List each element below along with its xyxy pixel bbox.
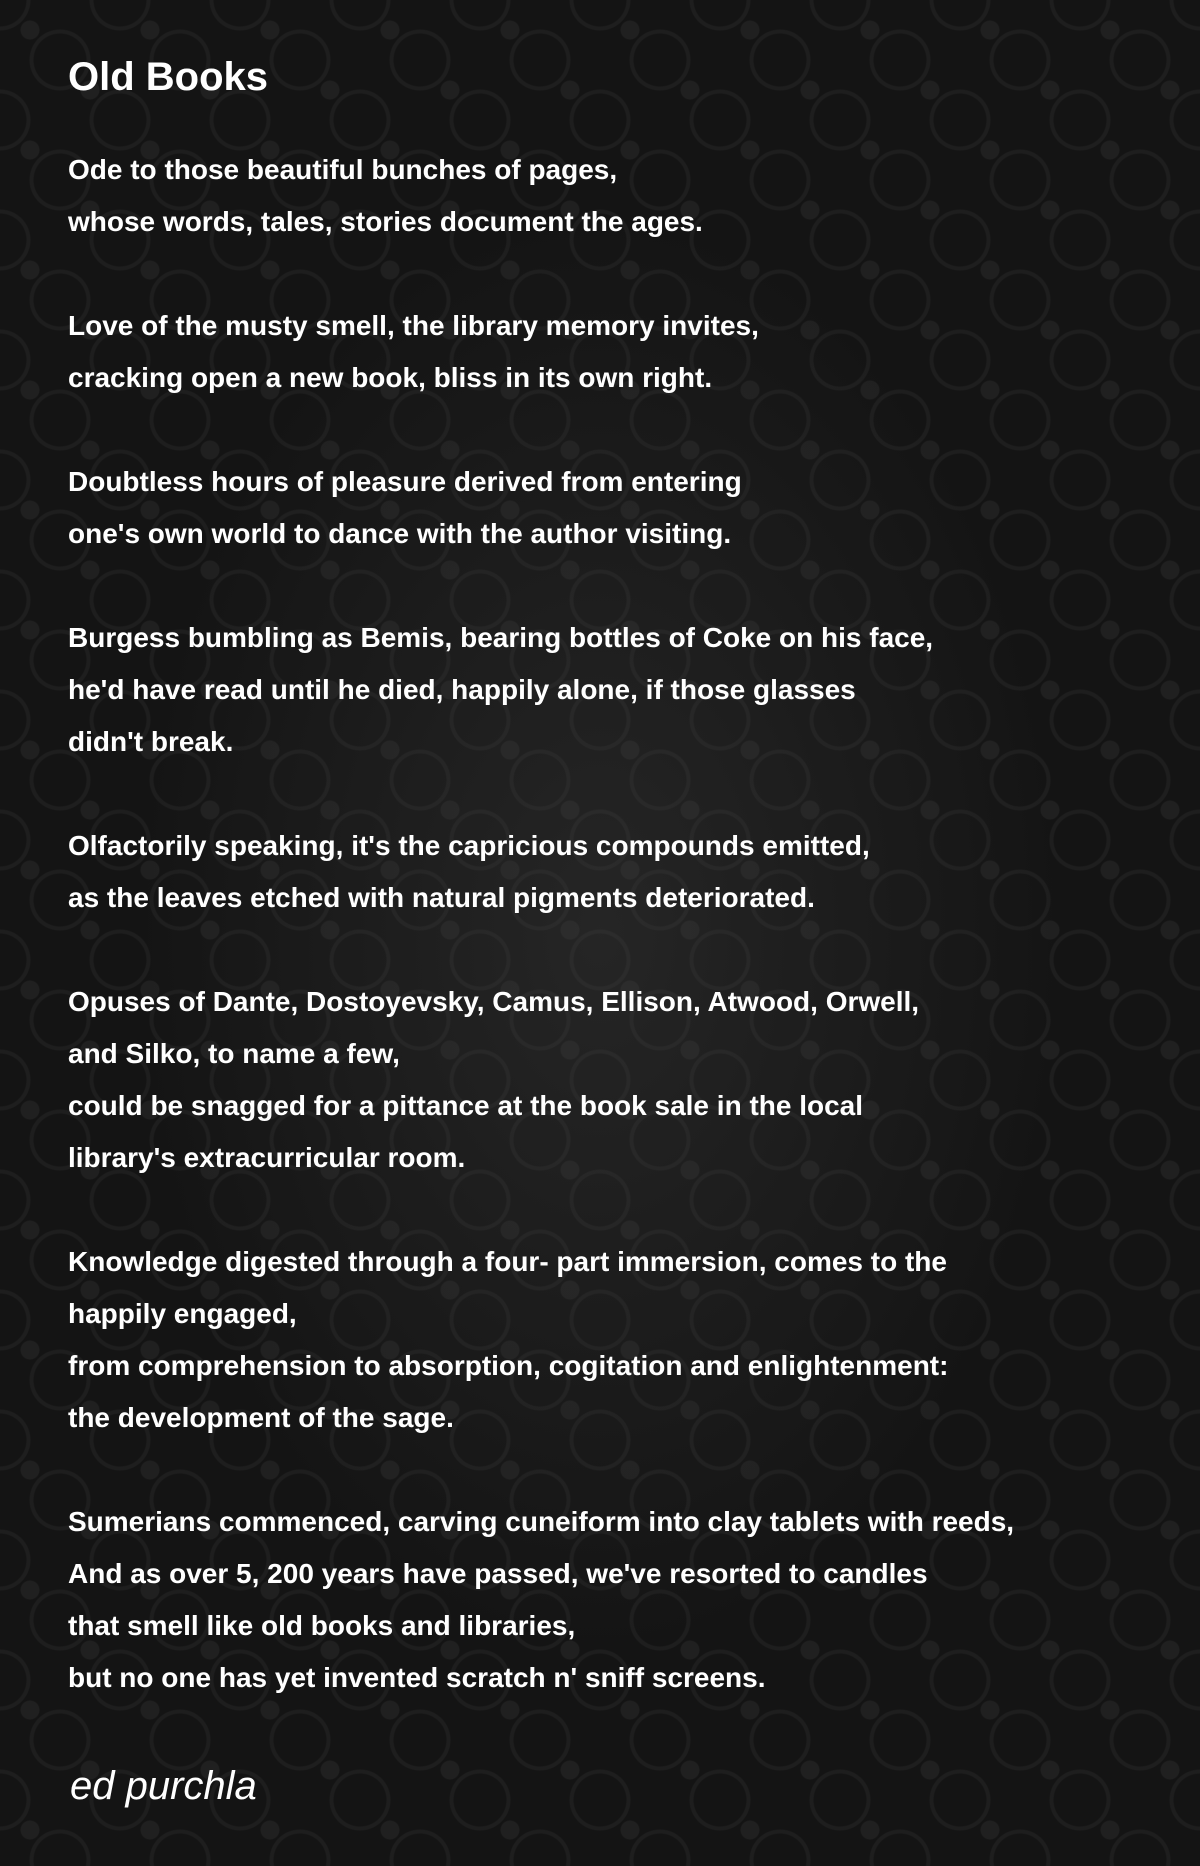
poem-line: Love of the musty smell, the library memory invites, xyxy=(68,310,759,341)
poem-stanza xyxy=(68,144,1178,248)
poem-card xyxy=(68,50,1178,1756)
poem-line: from comprehension to absorption, cogitation and enlightenment: xyxy=(68,1350,949,1381)
poem-line: he'd have read until he died, happily alone, if those glasses xyxy=(68,674,856,705)
poem-body xyxy=(68,144,1178,1704)
poem-line: And as over 5, 200 years have passed, we've resorted to candles xyxy=(68,1558,928,1589)
poem-stanza xyxy=(68,612,1178,768)
poem-stanza xyxy=(68,820,1178,924)
poem-stanza xyxy=(68,976,1178,1184)
poem-author: ed purchla xyxy=(70,1764,257,1808)
poem-line: Knowledge digested through a four- part immersion, comes to the xyxy=(68,1246,947,1277)
poem-line: happily engaged, xyxy=(68,1298,297,1329)
poem-stanza xyxy=(68,1496,1178,1704)
poem-line: one's own world to dance with the author visiting. xyxy=(68,518,732,549)
poem-stanza xyxy=(68,300,1178,404)
poem-line: but no one has yet invented scratch n' sniff screens. xyxy=(68,1662,766,1693)
poem-line: didn't break. xyxy=(68,726,234,757)
poem-line: the development of the sage. xyxy=(68,1402,454,1433)
poem-line: Ode to those beautiful bunches of pages, xyxy=(68,154,618,185)
poem-stanza xyxy=(68,1236,1178,1444)
poem-line: could be snagged for a pittance at the book sale in the local xyxy=(68,1090,864,1121)
poem-line: Olfactorily speaking, it's the capricious compounds emitted, xyxy=(68,830,870,861)
poem-line: that smell like old books and libraries, xyxy=(68,1610,576,1641)
poem-line: cracking open a new book, bliss in its own right. xyxy=(68,362,713,393)
poem-title: Old Books xyxy=(68,55,269,99)
poem-line: library's extracurricular room. xyxy=(68,1142,466,1173)
poem-line: Opuses of Dante, Dostoyevsky, Camus, Ellison, Atwood, Orwell, xyxy=(68,986,920,1017)
poem-stanza xyxy=(68,456,1178,560)
poem-line: and Silko, to name a few, xyxy=(68,1038,400,1069)
poem-line: Burgess bumbling as Bemis, bearing bottles of Coke on his face, xyxy=(68,622,934,653)
poem-line: Doubtless hours of pleasure derived from entering xyxy=(68,466,742,497)
poem-line: whose words, tales, stories document the ages. xyxy=(68,206,703,237)
poem-line: as the leaves etched with natural pigments deteriorated. xyxy=(68,882,815,913)
poem-line: Sumerians commenced, carving cuneiform into clay tablets with reeds, xyxy=(68,1506,1015,1537)
